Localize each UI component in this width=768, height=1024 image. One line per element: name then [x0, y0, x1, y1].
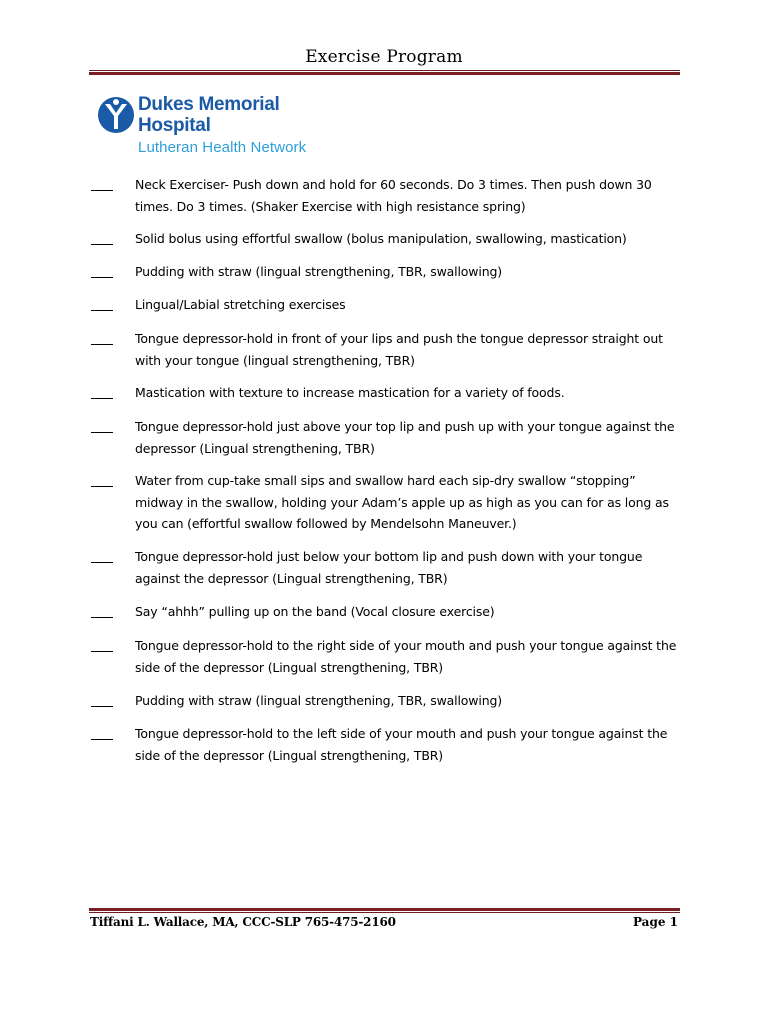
checklist-item-text: Pudding with straw (lingual strengthening, TBR, swallowing) [135, 264, 502, 279]
page-title: Exercise Program [305, 47, 463, 67]
hospital-name [138, 94, 280, 136]
checkbox-blank[interactable] [91, 344, 113, 345]
checklist-item [91, 723, 691, 777]
checklist-item-text: Tongue depressor-hold in front of your lips and push the tongue depressor straight out with your tongue (lingual strengthening, TBR) [135, 331, 663, 368]
checklist-item [91, 382, 691, 416]
checklist-item-text: Tongue depressor-hold just above your top lip and push up with your tongue against the depressor (Lingual strengthening, TBR) [135, 419, 675, 456]
hospital-name-line1: Dukes Memorial [138, 94, 280, 115]
checklist-item-text: Tongue depressor-hold to the right side of your mouth and push your tongue against the side of the depressor (Lingual strengthening, TBR) [135, 638, 677, 675]
hospital-logo [97, 95, 337, 160]
checkbox-blank[interactable] [91, 310, 113, 311]
footer-rule-thin [89, 912, 680, 913]
checklist-item [91, 416, 691, 470]
hospital-logo-icon [97, 95, 135, 135]
checkbox-blank[interactable] [91, 486, 113, 487]
hospital-name-line2: Hospital [138, 115, 211, 136]
checklist-item-text: Neck Exerciser- Push down and hold for 60 seconds. Do 3 times. Then push down 30 times. Do 3 times. (Shaker Exercise with high resistance spring) [135, 177, 652, 214]
checkbox-blank[interactable] [91, 244, 113, 245]
network-name: Lutheran Health Network [138, 139, 307, 156]
checklist-item-text: Tongue depressor-hold just below your bottom lip and push down with your tongue against the depressor (Lingual strengthening, TBR) [135, 549, 643, 586]
checklist-item-text: Mastication with texture to increase mastication for a variety of foods. [135, 385, 565, 400]
checklist-item-text: Solid bolus using effortful swallow (bolus manipulation, swallowing, mastication) [135, 231, 627, 246]
checkbox-blank[interactable] [91, 617, 113, 618]
checkbox-blank[interactable] [91, 190, 113, 191]
checklist-item-text: Say “ahhh” pulling up on the band (Vocal closure exercise) [135, 604, 495, 619]
footer-rule-thick [89, 908, 680, 911]
footer-author: Tiffani L. Wallace, MA, CCC-SLP 765-475-2160 [90, 915, 396, 929]
checklist-item-text: Tongue depressor-hold to the left side of your mouth and push your tongue against the side of the depressor (Lingual strengthening, TBR) [135, 726, 668, 763]
checklist-item [91, 328, 691, 382]
checkbox-blank[interactable] [91, 432, 113, 433]
header-rule-thin [89, 70, 680, 71]
checkbox-blank[interactable] [91, 562, 113, 563]
checkbox-blank[interactable] [91, 277, 113, 278]
checklist-item [91, 690, 691, 723]
header-rule-thick [89, 72, 680, 75]
checklist-item [91, 294, 691, 328]
exercise-checklist [91, 174, 691, 777]
checkbox-blank[interactable] [91, 706, 113, 707]
checklist-item [91, 546, 691, 601]
checklist-item [91, 601, 691, 635]
checkbox-blank[interactable] [91, 651, 113, 652]
checkbox-blank[interactable] [91, 398, 113, 399]
checklist-item-text: Pudding with straw (lingual strengthening, TBR, swallowing) [135, 693, 502, 708]
checklist-item [91, 635, 691, 690]
checklist-item-text: Lingual/Labial stretching exercises [135, 297, 346, 312]
checklist-item-text: Water from cup-take small sips and swallow hard each sip-dry swallow “stopping” midway in the swallow, holding your Adam’s apple up as high as you can for as long as you can (effortful swallow followed by Mendelsohn Maneuver.) [135, 473, 669, 531]
checklist-item [91, 470, 691, 546]
checklist-item [91, 174, 691, 228]
checklist-item [91, 228, 691, 261]
checklist-item [91, 261, 691, 294]
page-number: Page 1 [632, 915, 678, 929]
checkbox-blank[interactable] [91, 739, 113, 740]
